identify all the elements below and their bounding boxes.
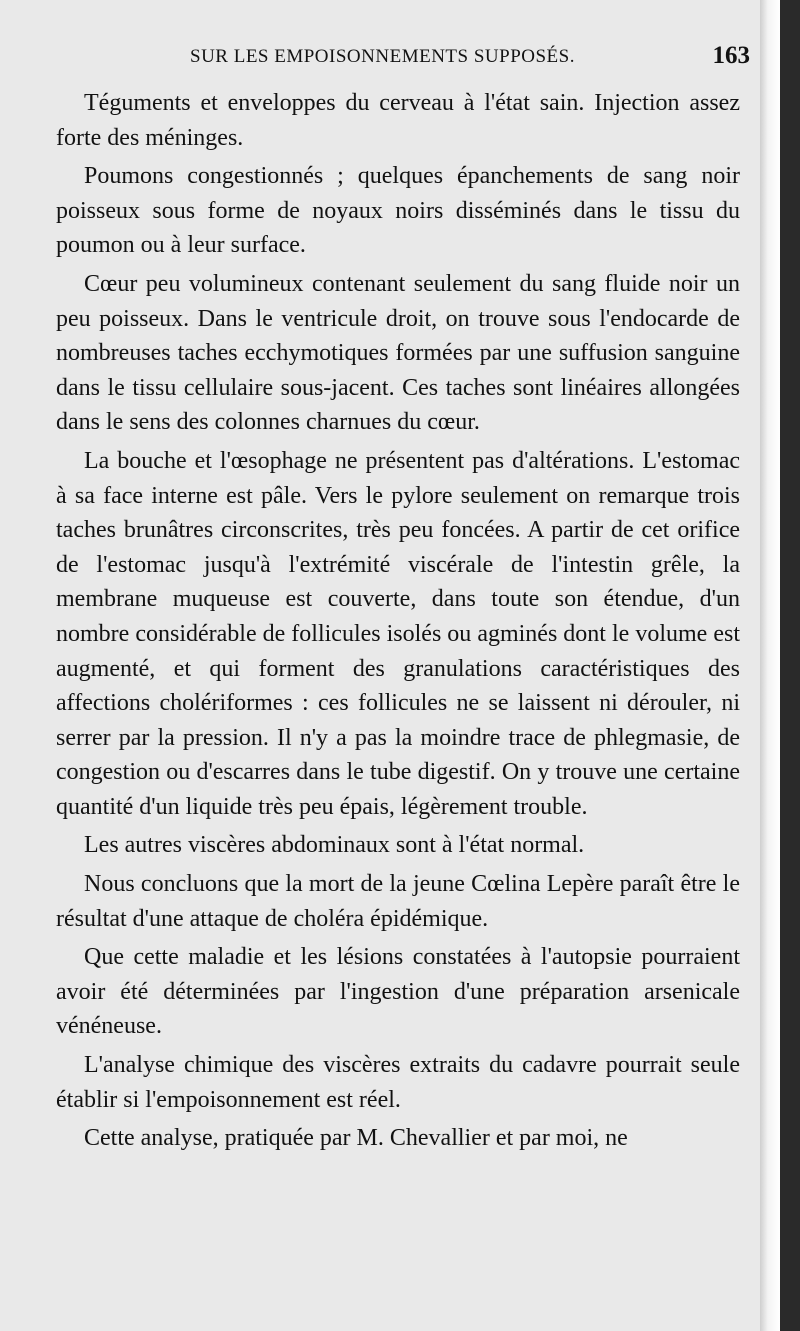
paragraph: Les autres viscères abdominaux sont à l'état normal.: [84, 832, 585, 859]
paragraph: Cœur peu volumineux contenant seulement du sang fluide noir un peu poisseux. Dans le ventricule droit, on trouve sous l'endocarde de nombreuses taches ecchymotiques formées par une suffusion sanguine dans le tissu cellulaire sous-jacent. Ces taches sont linéaires allongées dans le sens des colonnes charnues du cœur.: [56, 270, 740, 436]
paragraph: Téguments et enveloppes du cerveau à l'état sain. Injection assez forte des méninges.: [56, 90, 740, 151]
page-number: 163: [712, 42, 750, 69]
paragraph: Que cette maladie et les lésions constatées à l'autopsie pourraient avoir été déterminées par l'ingestion d'une préparation arsenicale vénéneuse.: [56, 944, 740, 1040]
running-title: SUR LES EMPOISONNEMENTS SUPPOSÉS.: [190, 46, 575, 67]
paragraph: Poumons congestionnés ; quelques épanchements de sang noir poisseux sous forme de noyaux noirs disséminés dans le tissu du poumon ou à leur surface.: [56, 163, 740, 259]
page-edge: [760, 0, 780, 1331]
paragraph: La bouche et l'œsophage ne présentent pas d'altérations. L'estomac à sa face interne est pâle. Vers le pylore seulement on remarque trois taches brunâtres circonscrites, très peu foncées. A partir de cet orifice de l'estomac jusqu'à l'extrémité viscérale de l'intestin grêle, la membrane muqueuse est couverte, dans toute son étendue, d'un nombre considérable de follicules isolés ou agminés dont le volume est augmenté, et qui forment des granulations caractéristiques des affections cholériformes : ces follicules ne se laissent ni dérouler, ni serrer par la pression. Il n'y a pas la moindre trace de phlegmasie, de congestion ou d'escarres dans le tube digestif. On y trouve une certaine quantité d'un liquide très peu épais, légèrement trouble.: [56, 447, 740, 820]
paragraph: Cette analyse, pratiquée par M. Chevallier et par moi, ne: [84, 1125, 628, 1152]
paragraph: Nous concluons que la mort de la jeune Cœlina Lepère paraît être le résultat d'une attaque de choléra épidémique.: [56, 871, 740, 932]
body-text: [56, 86, 740, 1160]
page-header: [0, 42, 780, 76]
paragraph: L'analyse chimique des viscères extraits du cadavre pourrait seule établir si l'empoisonnement est réel.: [56, 1052, 740, 1113]
